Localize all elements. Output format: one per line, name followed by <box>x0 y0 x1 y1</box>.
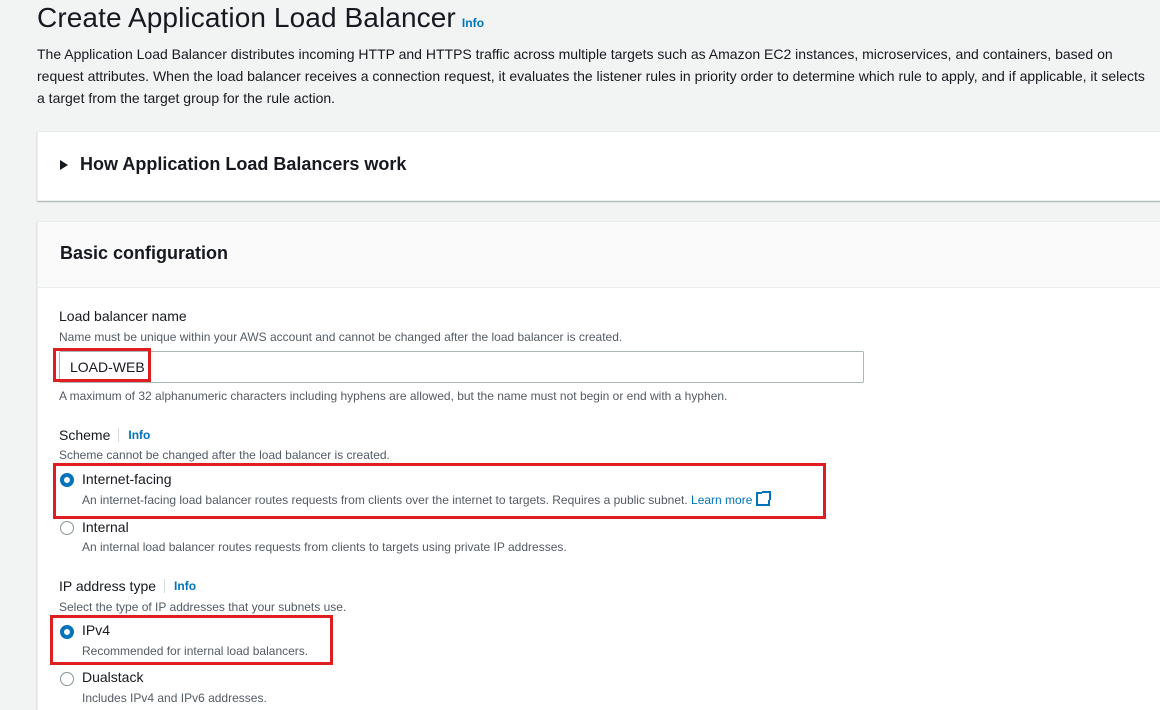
scheme-label-row <box>59 427 150 443</box>
basic-configuration-panel <box>37 221 1160 710</box>
ip-type-info-link[interactable]: Info <box>164 579 196 593</box>
ip-type-ipv4-label[interactable]: IPv4 <box>82 622 111 638</box>
page-title-text: Create Application Load Balancer <box>37 2 456 33</box>
scheme-internal-description: An internal load balancer routes requests from clients to targets using private IP addresses. <box>82 540 567 554</box>
scheme-info-link[interactable]: Info <box>118 428 150 442</box>
how-it-works-toggle[interactable] <box>60 154 406 175</box>
ip-type-ipv4-description: Recommended for internal load balancers. <box>82 644 309 658</box>
ip-type-description: Select the type of IP addresses that your subnets use. <box>59 600 347 614</box>
scheme-description: Scheme cannot be changed after the load balancer is created. <box>59 448 390 462</box>
how-it-works-panel <box>37 131 1160 201</box>
ip-type-ipv4-radio[interactable] <box>60 625 74 639</box>
title-info-link[interactable]: Info <box>461 16 485 30</box>
ip-type-dualstack-radio[interactable] <box>60 672 74 686</box>
lb-name-input[interactable]: LOAD-WEB <box>59 351 864 383</box>
ip-type-dualstack-description: Includes IPv4 and IPv6 addresses. <box>82 691 267 705</box>
ip-type-label-row <box>59 578 196 594</box>
external-link-icon[interactable] <box>756 492 770 506</box>
learn-more-link[interactable]: Learn more <box>691 493 753 507</box>
lb-name-constraint: A maximum of 32 alphanumeric characters including hyphens are allowed, but the name must not begin or end with a hyphen. <box>59 389 728 403</box>
basic-configuration-title: Basic configuration <box>60 243 229 263</box>
scheme-internal-label[interactable]: Internal <box>82 519 129 535</box>
scheme-internet-facing-radio[interactable] <box>60 473 74 487</box>
page-description: The Application Load Balancer distributes incoming HTTP and HTTPS traffic across multiple targets such as Amazon EC2 instances, microservices, and containers, based on request attributes. When the load balancer receives a connection request, it evaluates the listener rules in priority order to determine which rule to apply, and if applicable, it selects a target from the target group for the rule action. <box>37 46 1145 106</box>
ip-type-dualstack-label[interactable]: Dualstack <box>82 669 144 685</box>
scheme-internet-facing-label[interactable]: Internet-facing <box>82 471 172 487</box>
scheme-internal-radio[interactable] <box>60 521 74 535</box>
scheme-internet-facing-description <box>82 492 770 507</box>
caret-right-icon <box>60 160 68 170</box>
page-title <box>37 2 484 34</box>
how-it-works-label: How Application Load Balancers work <box>80 154 407 174</box>
scheme-internet-facing-text: An internet-facing load balancer routes requests from clients over the internet to targets. Requires a public subnet. <box>82 493 688 507</box>
scheme-label: Scheme <box>59 427 111 443</box>
ip-type-label: IP address type <box>59 578 157 594</box>
lb-name-label: Load balancer name <box>59 308 187 324</box>
lb-name-description: Name must be unique within your AWS account and cannot be changed after the load balancer is created. <box>59 330 623 344</box>
